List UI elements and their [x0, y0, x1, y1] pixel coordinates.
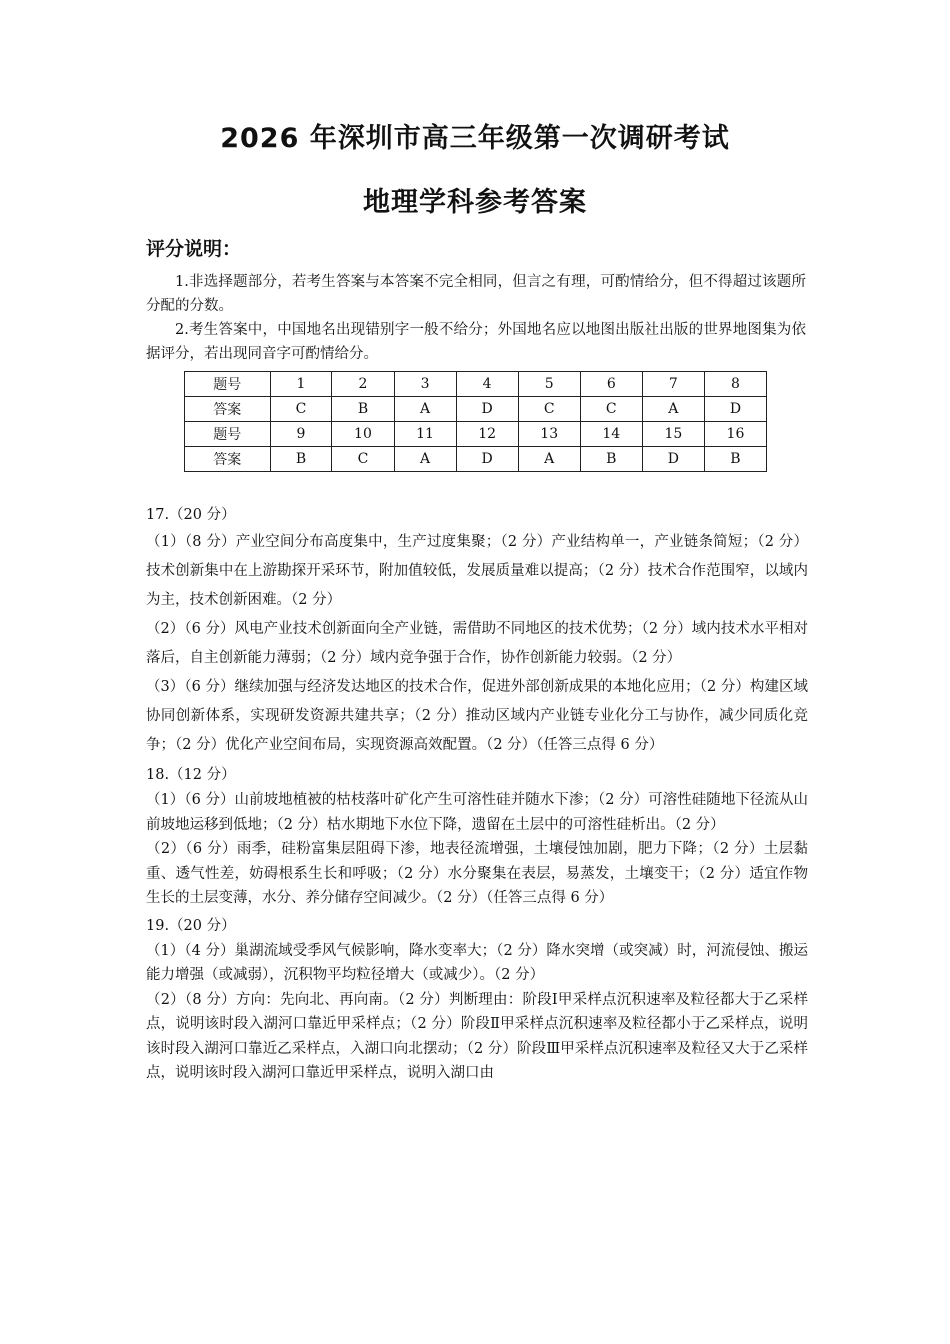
table-cell: D: [704, 397, 766, 422]
answer-table: [184, 371, 767, 472]
table-cell: 6: [580, 372, 642, 397]
scoring-note: 2.考生答案中，中国地名出现错别字一般不给分；外国地名应以地图出版社出版的世界地图集为依据评分，若出现同音字可酌情给分。: [146, 322, 806, 362]
subject-title: 地理学科参考答案: [363, 187, 587, 218]
table-cell: D: [456, 397, 518, 422]
table-cell: 14: [580, 422, 642, 447]
answer-paragraph: （3）（6 分）继续加强与经济发达地区的技术合作，促进外部创新成果的本地化应用；（2 分）构建区域协同创新体系，实现研发资源共建共享；（2 分）推动区域内产业链专业化分工与协作，减少同质化竞争；（2 分）优化产业空间布局，实现资源高效配置。（2 分）（任答三点得 6 分）: [146, 679, 808, 753]
table-cell: 15: [642, 422, 704, 447]
table-cell: A: [518, 447, 580, 472]
row-label: 题号: [185, 372, 271, 397]
table-cell: D: [642, 447, 704, 472]
question-number: 19.（20 分）: [146, 917, 236, 934]
table-cell: 4: [456, 372, 518, 397]
table-row: [185, 447, 767, 472]
table-row: [185, 422, 767, 447]
table-cell: 3: [394, 372, 456, 397]
table-cell: C: [580, 397, 642, 422]
row-label: 题号: [185, 422, 271, 447]
question-number: 17.（20 分）: [146, 507, 236, 523]
answer-paragraph: （1）（6 分）山前坡地植被的枯枝落叶矿化产生可溶性硅并随水下渗；（2 分）可溶性硅随地下径流从山前坡地运移到低地；（2 分）枯水期地下水位下降，遗留在土层中的可溶性硅析出。（2 分）: [146, 792, 808, 833]
table-cell: A: [394, 447, 456, 472]
table-cell: 2: [332, 372, 394, 397]
table-row: [185, 397, 767, 422]
table-cell: 1: [270, 372, 332, 397]
table-cell: B: [270, 447, 332, 472]
scoring-notes: [146, 270, 806, 366]
table-cell: B: [580, 447, 642, 472]
table-row: [185, 372, 767, 397]
table-cell: 12: [456, 422, 518, 447]
answer-paragraph: （1）（8 分）产业空间分布高度集中，生产过度集聚；（2 分）产业结构单一，产业链条简短；（2 分）技术创新集中在上游勘探开采环节，附加值较低，发展质量难以提高；（2 分）技术合作范围窄，以域内为主，技术创新困难。（2 分）: [146, 534, 808, 608]
table-cell: B: [332, 397, 394, 422]
row-label: 答案: [185, 397, 271, 422]
table-cell: C: [270, 397, 332, 422]
table-cell: 10: [332, 422, 394, 447]
table-cell: D: [456, 447, 518, 472]
table-cell: 7: [642, 372, 704, 397]
scoring-notes-heading: 评分说明：: [146, 238, 242, 260]
table-cell: A: [642, 397, 704, 422]
answer-paragraph: （2）（6 分）雨季，硅粉富集层阻碍下渗，地表径流增强，土壤侵蚀加剧，肥力下降；（2 分）土层黏重、透气性差，妨碍根系生长和呼吸；（2 分）水分聚集在表层，易蒸发，土壤变干；（2 分）适宜作物生长的土层变薄，水分、养分储存空间减少。（2 分）（任答三点得 6 分）: [146, 841, 808, 906]
answer-paragraph: （2）（6 分）风电产业技术创新面向全产业链，需借助不同地区的技术优势；（2 分）域内技术水平相对落后，自主创新能力薄弱；（2 分）域内竞争强于合作，协作创新能力较弱。（2 分）: [146, 621, 808, 666]
exam-title: 2026 年深圳市高三年级第一次调研考试: [220, 123, 730, 154]
answer-paragraph: （2）（8 分）方向：先向北、再向南。（2 分）判断理由：阶段Ⅰ甲采样点沉积速率及粒径都大于乙采样点，说明该时段入湖河口靠近甲采样点；（2 分）阶段Ⅱ甲采样点沉积速率及粒径都小于乙采样点，说明该时段入湖河口靠近乙采样点，入湖口向北摆动；（2 分）阶段Ⅲ甲采样点沉积速率及粒径又大于乙采样点，说明该时段入湖河口靠近甲采样点，说明入湖口由: [146, 991, 808, 1081]
table-cell: 16: [704, 422, 766, 447]
scoring-note: 1.非选择题部分，若考生答案与本答案不完全相同，但言之有理，可酌情给分，但不得超过该题所分配的分数。: [146, 274, 806, 314]
table-cell: C: [518, 397, 580, 422]
row-label: 答案: [185, 447, 271, 472]
table-cell: 9: [270, 422, 332, 447]
table-cell: 5: [518, 372, 580, 397]
table-cell: C: [332, 447, 394, 472]
table-cell: B: [704, 447, 766, 472]
answer-body: [146, 502, 808, 1086]
question-number: 18.（12 分）: [146, 767, 236, 783]
table-cell: 13: [518, 422, 580, 447]
answer-paragraph: （1）（4 分）巢湖流域受季风气候影响，降水变率大；（2 分）降水突增（或突减）时，河流侵蚀、搬运能力增强（或减弱），沉积物平均粒径增大（或减少）。（2 分）: [146, 942, 808, 983]
table-cell: A: [394, 397, 456, 422]
table-cell: 11: [394, 422, 456, 447]
table-cell: 8: [704, 372, 766, 397]
